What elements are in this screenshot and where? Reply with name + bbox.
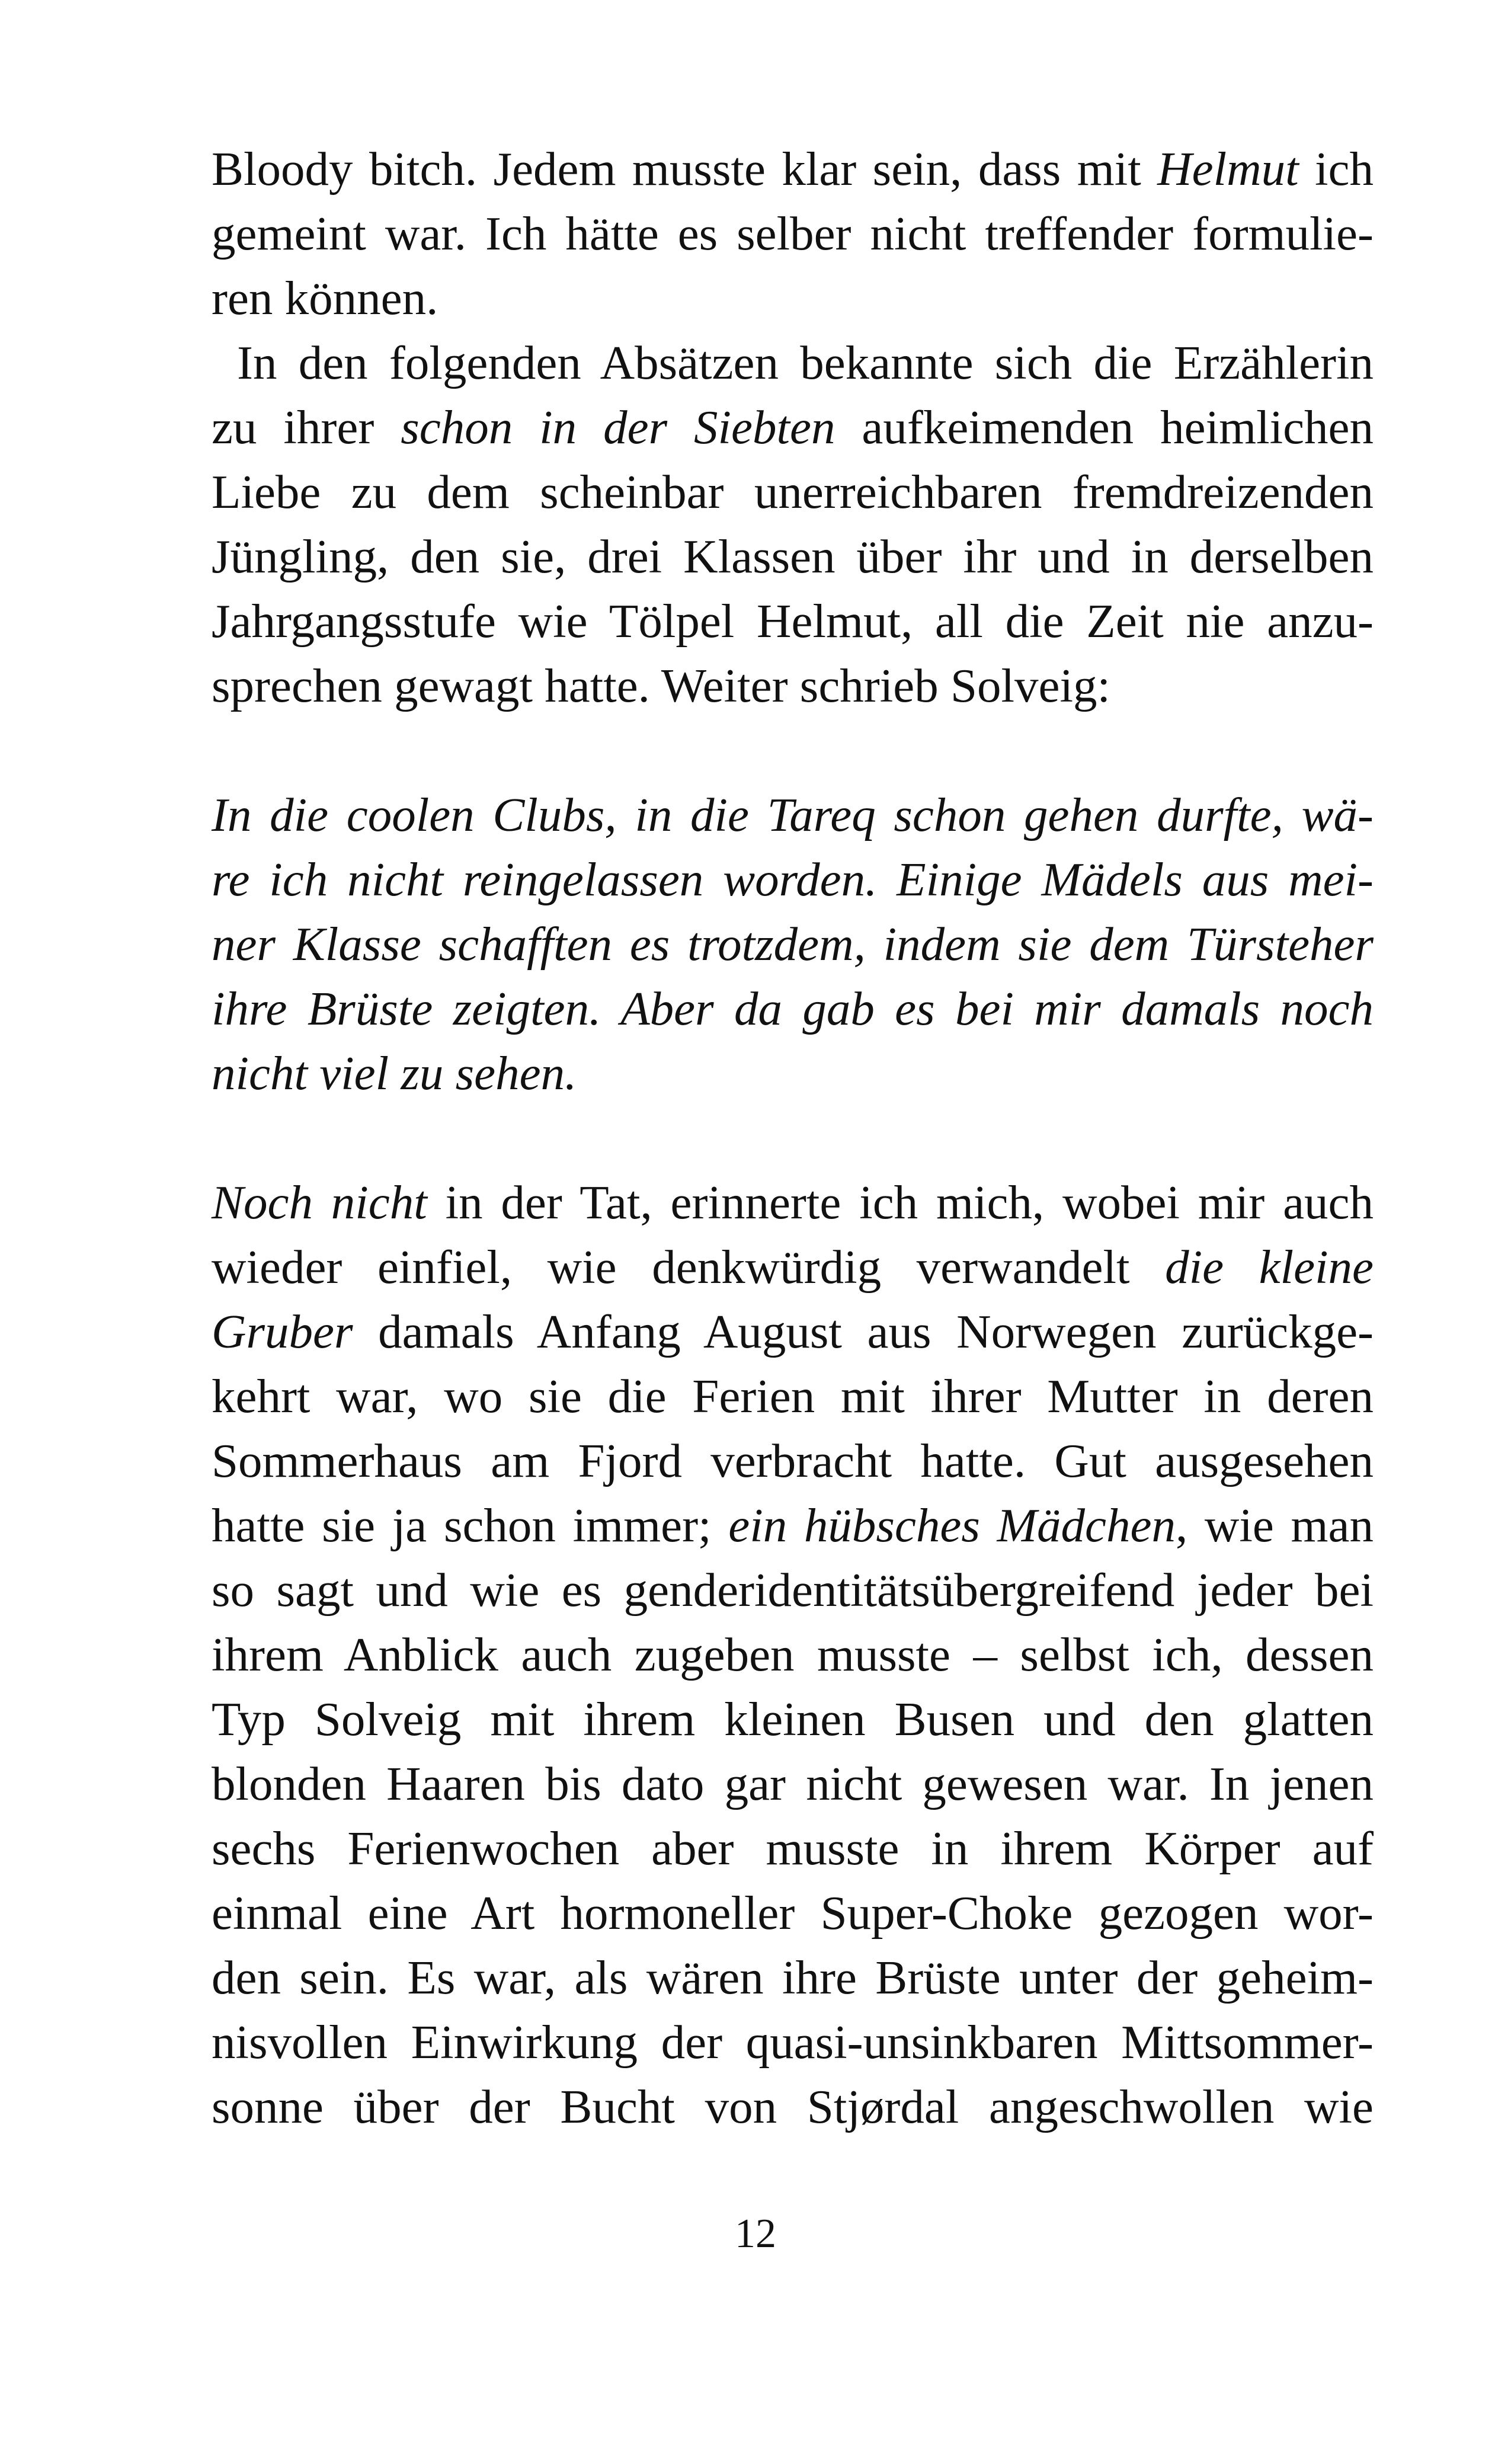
text-line: gemeint war. Ich hätte es selber nicht treffender formulie- (212, 207, 1374, 260)
text-line: Sommerhaus am Fjord verbracht hatte. Gut ausgesehen (212, 1434, 1374, 1487)
text-line: ihrem Anblick auch zugeben musste – selbst ich, dessen (212, 1628, 1374, 1681)
italic-text: schon in der Siebten (401, 401, 835, 454)
italic-text: Gruber (212, 1305, 353, 1358)
italic-text: ein hübsches Mädchen (728, 1499, 1176, 1552)
text-line (212, 1170, 1374, 1235)
text-span: , wie man (1175, 1499, 1374, 1552)
text-span: zu ihrer (212, 401, 401, 454)
italic-text: die kleine (1165, 1240, 1374, 1294)
text-line (212, 395, 1374, 460)
italic-text: Helmut (1157, 142, 1299, 196)
text-line (212, 137, 1374, 201)
text-line (212, 1300, 1374, 1364)
quote-line: ner Klasse schafften es trotzdem, indem sie dem Türsteher (212, 917, 1374, 971)
text-line: so sagt und wie es genderidentitätsübergreifend jeder bei (212, 1563, 1374, 1617)
text-line: kehrt war, wo sie die Ferien mit ihrer Mutter in deren (212, 1369, 1374, 1423)
text-line: einmal eine Art hormoneller Super-Choke gezogen wor- (212, 1886, 1374, 1940)
page-number: 12 (735, 2211, 776, 2257)
text-line: Liebe zu dem scheinbar unerreichbaren fremdreizenden (212, 465, 1374, 519)
quote-line: ihre Brüste zeigten. Aber da gab es bei mir damals noch (212, 982, 1374, 1035)
text-line: In den folgenden Absätzen bekannte sich die Erzählerin (237, 336, 1374, 389)
text-line: Jahrgangsstufe wie Tölpel Helmut, all die Zeit nie anzu- (212, 594, 1374, 648)
text-span: hatte sie ja schon immer; (212, 1499, 729, 1552)
quote-line: re ich nicht reingelassen worden. Einige Mädels aus mei- (212, 853, 1374, 906)
text-span: ich (1298, 142, 1374, 196)
text-line: sprechen gewagt hatte. Weiter schrieb Solveig: (212, 659, 1110, 712)
quote-line: nicht viel zu sehen. (212, 1047, 577, 1100)
text-span: in der Tat, erinnerte ich mich, wobei mir auch (427, 1176, 1374, 1229)
text-span: Bloody bitch. Jedem musste klar sein, dass mit (212, 142, 1158, 196)
text-line: ren können. (212, 271, 438, 325)
text-line: Typ Solveig mit ihrem kleinen Busen und den glatten (212, 1692, 1374, 1746)
text-line (212, 1235, 1374, 1300)
text-line: sechs Ferienwochen aber musste in ihrem Körper auf (212, 1822, 1374, 1875)
text-span: damals Anfang August aus Norwegen zurückge- (353, 1305, 1374, 1358)
quote-line: In die coolen Clubs, in die Tareq schon gehen durfte, wä- (212, 788, 1374, 841)
text-line (212, 1493, 1374, 1558)
text-line: sonne über der Bucht von Stjørdal angeschwollen wie (212, 2080, 1374, 2133)
text-span: wieder einfiel, wie denkwürdig verwandelt (212, 1240, 1166, 1294)
text-line: den sein. Es war, als wären ihre Brüste unter der geheim- (212, 1951, 1374, 2004)
text-span: aufkeimenden heimlichen (835, 401, 1374, 454)
text-line: Jüngling, den sie, drei Klassen über ihr und in derselben (212, 530, 1374, 583)
text-line: blonden Haaren bis dato gar nicht gewesen war. In jenen (212, 1757, 1374, 1810)
italic-text: Noch nicht (212, 1176, 427, 1229)
text-line: nisvollen Einwirkung der quasi-unsinkbaren Mittsommer- (212, 2015, 1374, 2069)
